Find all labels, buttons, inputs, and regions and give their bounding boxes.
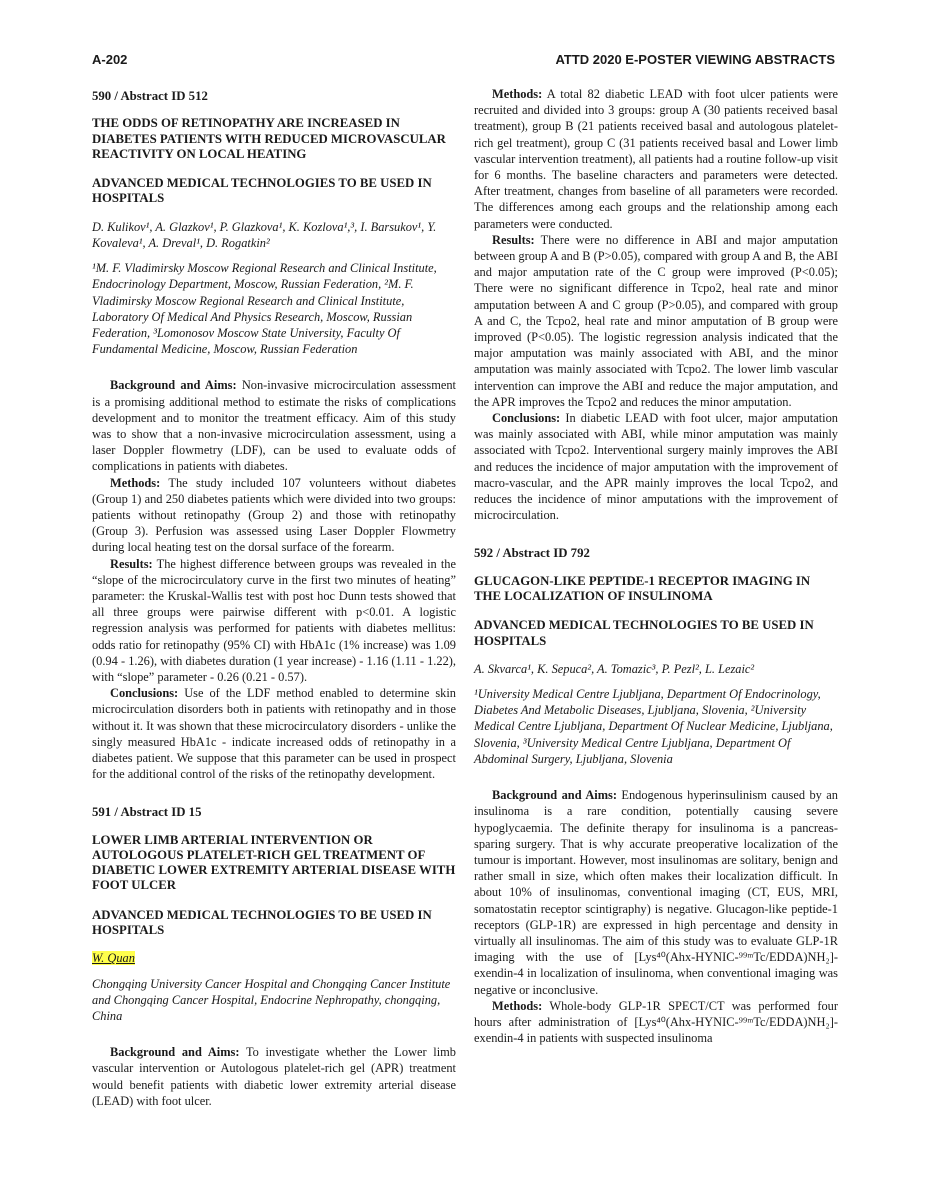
abstract-590-affiliations: ¹M. F. Vladimirsky Moscow Regional Research and Clinical Institute, Endocrinology Department, Moscow, Russian Federation, ²M. F. Vladimirsky Moscow Regional Research and Clinical Institute, Laboratory Of Medical And Physics Research, Moscow, Russian Federation, ³Lomonosov Moscow State University, Faculty Of Fundamental Medicine, Moscow, Russian Federation [92,261,437,357]
background-text: Non-invasive microcirculation assessment is a promising additional method to estimate the risks of complications development and to monitor the treatment efficacy. Aim of this study was to show that a non-invasive microcirculation assessment, using a laser Doppler flowmetry (LDF), can be used to evaluate odds of complications in patients with diabetes. [92,378,456,474]
results-text: There were no difference in ABI and major amputation between group A and B (P>0.05), compared with group A and B, the ABI and major amputation rate of the C group were improved (P<0.05); There were no significant difference in Tcpo2, heal rate and minor amputation between A and C group (P>0.05), and compared with group A and C, the Tcpo2, heal rate and minor amputation of B group were improved (P<0.05). The logistic regression analysis indicated that the major amputation was mainly associated with ABI, and the minor amputation was mainly associated with Tcpo2. The lower limb vascular intervention can improve the ABI and reduce the major amputation, and the APR improves the Tcpo2 and reduces the minor amputation. [474,232,839,409]
abstract-591-results [474,232,838,410]
abstract-591-conclusions [474,410,838,523]
methods-text: A total 82 diabetic LEAD with foot ulcer patients were recruited and divided into 3 groups: group A (30 patients received basal treatment), group B (21 patients received basal and autologous platelet-rich gel treatment), group C (31 patients received basal and Lower limb vascular intervention treatment), all patients had a routine follow-up visit for 6 months. The baseline characters and parameters were detected. After treatment, changes from baseline of all parameters were recorded. The differences among each groups and the relationship among each parameters were conducted. [474,87,838,231]
background-text: Endogenous hyperinsulinism caused by an insulinoma is a rare condition, potentially causing severe hypoglycaemia. The definite therapy for insulinoma is a pancreas-sparing surgery. That is why accurate preoperative localization of the tumour is important. However, most insulinomas are solitary, benign and rather small in size, which often makes their localization difficult. In about 10% of insulinomas, conventional imaging (CT, EUS, MRI, somatostatin receptor scintigraphy) is negative. Glucagon-like peptide-1 receptors (GLP-1R) are expressed in high percentage and density in virtually all insulinomas. The aim of this study was to evaluate GLP-1R imaging with the use of [Lys⁴⁰(Ahx-HYNIC-⁹⁹ᵐTc/EDDA)NH₂]-exendin-4 in localization of insulinoma, when conventional imaging was negative or inconclusive. [474,788,838,997]
methods-label: Methods: [492,998,543,1013]
abstract-591-id: 591 / Abstract ID 15 [92,805,202,820]
methods-text: Whole-body GLP-1R SPECT/CT was performed four hours after administration of [Lys⁴⁰(Ahx-HYNIC-⁹⁹ᵐTc/EDDA)NH₂]-exendin-4 in patients with suspected insulinoma [474,998,839,1046]
abstract-590-title: THE ODDS OF RETINOPATHY ARE INCREASED IN DIABETES PATIENTS WITH REDUCED MICROVASCULAR REACTIVITY ON LOCAL HEATING [92,116,446,161]
abstract-592-background [474,787,838,998]
highlighted-author: W. Quan [92,951,135,966]
journal-header: ATTD 2020 E-POSTER VIEWING ABSTRACTS [555,52,835,67]
abstract-591-title: LOWER LIMB ARTERIAL INTERVENTION OR AUTOLOGOUS PLATELET-RICH GEL TREATMENT OF DIABETIC LOWER EXTREMITY ARTERIAL DISEASE WITH FOOT ULCER [92,832,456,893]
abstract-590-authors: D. Kulikov¹, A. Glazkov¹, P. Glazkova¹, K. Kozlova¹,³, I. Barsukov¹, Y. Kovaleva¹, A. Dreval¹, D. Rogatkin² [92,219,437,250]
abstract-592-category: ADVANCED MEDICAL TECHNOLOGIES TO BE USED IN HOSPITALS [474,618,814,648]
results-label: Results: [110,556,153,571]
page-number: A-202 [92,52,128,67]
spacer [92,782,456,804]
abstract-591-category: ADVANCED MEDICAL TECHNOLOGIES TO BE USED IN HOSPITALS [92,907,432,938]
results-text: The highest difference between groups was revealed in the “slope of the microcirculatory curve in the first two minutes of heating” parameter: the Kruskal-Wallis test with post hoc Dunn tests showed that all three groups were pairwise different with p<0.01. A logistic regression analysis was performed for patients with diabetes mellitus: odds ratio for retinopathy (95% CI) with HbA1c (1% increase) was 1.09 (0.94 - 1.26), with diabetes duration (1 year increase) - 1.16 (1.11 - 1.22), with “slope” parameter - 0.26 (0.21 - 0.57). [92,556,457,684]
abstract-590-conclusions [92,685,456,782]
abstract-590-background [92,377,456,474]
methods-text: The study included 107 volunteers without diabetes (Group 1) and 250 diabetes patients which were divided into two groups: patients without retinopathy (Group 2) and those with retinopathy (Group 3). Perfusion was assessed using Laser Doppler Flowmetry during local heating test on the dorsal surface of the forearm. [92,475,456,555]
methods-label: Methods: [110,475,161,490]
abstract-592-affiliations: ¹University Medical Centre Ljubljana, Department Of Endocrinology, Diabetes And Metabolic Diseases, Ljubljana, Slovenia, ²University Medical Centre Ljubljana, Department Of Nuclear Medicine, Ljubljana, Slovenia, ³University Medical Centre Ljubljana, Department Of Abdominal Surgery, Ljubljana, Slovenia [474,687,833,766]
abstract-591-affiliations: Chongqing University Cancer Hospital and Chongqing Cancer Institute and Chongqing Cancer Hospital, Endocrine Nephropathy, chongqing, China [92,976,451,1023]
abstract-592-authors: A. Skvarca¹, K. Sepuca², A. Tomazic³, P. Pezl², L. Lezaic² [474,661,755,676]
conclusions-label: Conclusions: [492,411,561,426]
abstract-590-category: ADVANCED MEDICAL TECHNOLOGIES TO BE USED IN HOSPITALS [92,176,432,206]
left-column [92,88,456,1109]
conclusions-label: Conclusions: [110,686,179,701]
abstract-592-id: 592 / Abstract ID 792 [474,546,590,561]
abstract-592-title: GLUCAGON-LIKE PEPTIDE-1 RECEPTOR IMAGING IN THE LOCALIZATION OF INSULINOMA [474,573,811,603]
conclusions-text: In diabetic LEAD with foot ulcer, major amputation was mainly associated with ABI, while minor amputation was mainly associated with Tcpo2. Interventional surgery mainly improves the ABI and reduces the incidence of major amputation with the improvement of macro-vascular, and the APR mainly improves the local Tcpo2, and reduces the incidence of minor amputations with the improvement of microcirculation. [474,411,838,523]
conclusions-text: Use of the LDF method enabled to determine skin microcirculation disorders both in patients with retinopathy and in those without it. It was shown that these microcirculatory disorders - unlike the singly measured HbA1c - indicate increased odds of retinopathy in a diabetes patient. We suppose that this parameter can be used in prospect for the additional control of the risks of the retinopathy development. [92,686,456,782]
background-label: Background and Aims: [492,788,617,803]
right-column [474,86,838,1046]
results-label: Results: [492,232,535,247]
abstract-590-id: 590 / Abstract ID 512 [92,89,208,103]
methods-label: Methods: [492,87,543,101]
spacer [474,523,838,545]
abstract-591-methods [474,86,838,232]
abstract-592-methods [474,998,838,1047]
background-text: To investigate whether the Lower limb vascular intervention or Autologous platelet-rich gel (APR) treatment would benefit patients with diabetic lower extremity arterial disease (LEAD) with foot ulcer. [92,1045,456,1108]
background-label: Background and Aims: [110,378,237,393]
abstract-590-results [92,556,456,686]
abstract-591-background [92,1044,456,1109]
abstract-590-methods [92,475,456,556]
background-label: Background and Aims: [110,1045,240,1060]
abstract-591-authors [92,950,456,966]
